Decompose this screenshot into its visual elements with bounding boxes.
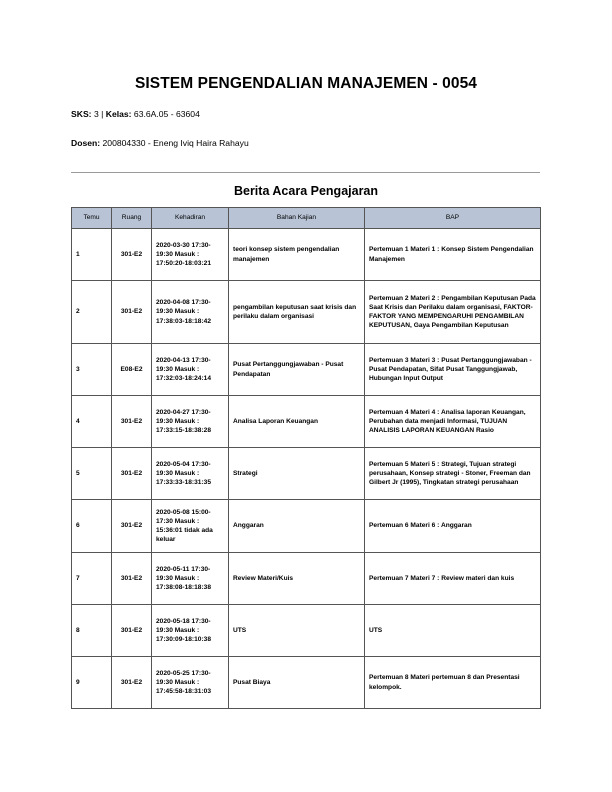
cell-kehadiran: 2020-03-30 17:30-19:30 Masuk : 17:50:20-18:03:21 [152, 229, 229, 281]
cell-temu: 8 [72, 605, 112, 657]
cell-ruang: 301-E2 [112, 500, 152, 553]
table-row [72, 500, 541, 553]
cell-kehadiran: 2020-05-11 17:30-19:30 Masuk : 17:38:08-18:18:38 [152, 553, 229, 605]
cell-temu: 1 [72, 229, 112, 281]
cell-temu: 5 [72, 448, 112, 500]
cell-bahan-kajian: Strategi [229, 448, 365, 500]
table-row [72, 657, 541, 709]
cell-temu: 7 [72, 553, 112, 605]
cell-bap: Pertemuan 5 Materi 5 : Strategi, Tujuan strategi perusahaan, Konsep strategi - Stoner, Freeman dan Gilbert Jr (1995), Tingkatan strategi perusahaan [365, 448, 541, 500]
cell-kehadiran: 2020-05-18 17:30-19:30 Masuk : 17:30:09-18:10:38 [152, 605, 229, 657]
header-ruang: Ruang [112, 208, 152, 229]
cell-kehadiran: 2020-05-04 17:30-19:30 Masuk : 17:33:33-18:31:35 [152, 448, 229, 500]
cell-temu: 2 [72, 281, 112, 344]
cell-bap: Pertemuan 6 Materi 6 : Anggaran [365, 500, 541, 553]
cell-ruang: E08-E2 [112, 344, 152, 396]
cell-temu: 9 [72, 657, 112, 709]
cell-ruang: 301-E2 [112, 657, 152, 709]
header-temu: Temu [72, 208, 112, 229]
cell-bap: Pertemuan 7 Materi 7 : Review materi dan kuis [365, 553, 541, 605]
cell-temu: 3 [72, 344, 112, 396]
cell-bahan-kajian: Analisa Laporan Keuangan [229, 396, 365, 448]
cell-temu: 6 [72, 500, 112, 553]
header-bap: BAP [365, 208, 541, 229]
cell-bap: Pertemuan 1 Materi 1 : Konsep Sistem Pengendalian Manajemen [365, 229, 541, 281]
sks-value: 3 | [93, 109, 106, 119]
kelas-value: 63.6A.05 - 63604 [133, 109, 200, 119]
cell-bahan-kajian: Pusat Biaya [229, 657, 365, 709]
cell-bahan-kajian: UTS [229, 605, 365, 657]
header-bahan-kajian: Bahan Kajian [229, 208, 365, 229]
cell-bahan-kajian: Review Materi/Kuis [229, 553, 365, 605]
cell-kehadiran: 2020-05-25 17:30-19:30 Masuk : 17:45:58-18:31:03 [152, 657, 229, 709]
table-row [72, 553, 541, 605]
cell-bap: UTS [365, 605, 541, 657]
cell-bap: Pertemuan 8 Materi pertemuan 8 dan Presentasi kelompok. [365, 657, 541, 709]
cell-ruang: 301-E2 [112, 448, 152, 500]
cell-ruang: 301-E2 [112, 281, 152, 344]
cell-bap: Pertemuan 2 Materi 2 : Pengambilan Keputusan Pada Saat Krisis dan Perilaku dalam organisasi, FAKTOR-FAKTOR YANG MEMPENGARUHI PENGAMBILAN KEPUTUSAN, Gaya Pengambilan Keputusan [365, 281, 541, 344]
cell-bap: Pertemuan 4 Materi 4 : Analisa laporan Keuangan, Perubahan data menjadi Informasi, TUJUAN ANALISIS LAPORAN KEUANGAN Rasio [365, 396, 541, 448]
cell-kehadiran: 2020-04-13 17:30-19:30 Masuk : 17:32:03-18:24:14 [152, 344, 229, 396]
table-row [72, 448, 541, 500]
cell-ruang: 301-E2 [112, 396, 152, 448]
dosen-label: Dosen: [71, 138, 101, 148]
cell-bahan-kajian: Anggaran [229, 500, 365, 553]
table-row [72, 396, 541, 448]
cell-kehadiran: 2020-04-08 17:30-19:30 Masuk : 17:38:03-18:18:42 [152, 281, 229, 344]
table-row [72, 344, 541, 396]
table-row [72, 229, 541, 281]
dosen-value: 200804330 - Eneng Iviq Haira Rahayu [102, 138, 249, 148]
table-row [72, 605, 541, 657]
bap-table [71, 207, 541, 709]
cell-ruang: 301-E2 [112, 229, 152, 281]
course-meta-sks-kelas [71, 109, 200, 119]
sks-label: SKS: [71, 109, 92, 119]
cell-kehadiran: 2020-05-08 15:00-17:30 Masuk : 15:36:01 tidak ada keluar [152, 500, 229, 553]
cell-kehadiran: 2020-04-27 17:30-19:30 Masuk : 17:33:15-18:38:28 [152, 396, 229, 448]
kelas-label: Kelas: [105, 109, 132, 119]
course-meta-dosen [71, 138, 249, 148]
divider [71, 172, 540, 173]
table-header-row [72, 208, 541, 229]
cell-ruang: 301-E2 [112, 553, 152, 605]
cell-ruang: 301-E2 [112, 605, 152, 657]
cell-bahan-kajian: Pusat Pertanggungjawaban - Pusat Pendapatan [229, 344, 365, 396]
cell-bap: Pertemuan 3 Materi 3 : Pusat Pertanggungjawaban - Pusat Pendapatan, Sifat Pusat Tanggungjawab, Hubungan Input Output [365, 344, 541, 396]
header-kehadiran: Kehadiran [152, 208, 229, 229]
cell-bahan-kajian: pengambilan keputusan saat krisis dan perilaku dalam organisasi [229, 281, 365, 344]
table-row [72, 281, 541, 344]
cell-bahan-kajian: teori konsep sistem pengendalian manajemen [229, 229, 365, 281]
section-title: Berita Acara Pengajaran [233, 184, 379, 198]
cell-temu: 4 [72, 396, 112, 448]
course-title: SISTEM PENGENDALIAN MANAJEMEN - 0054 [134, 75, 478, 92]
